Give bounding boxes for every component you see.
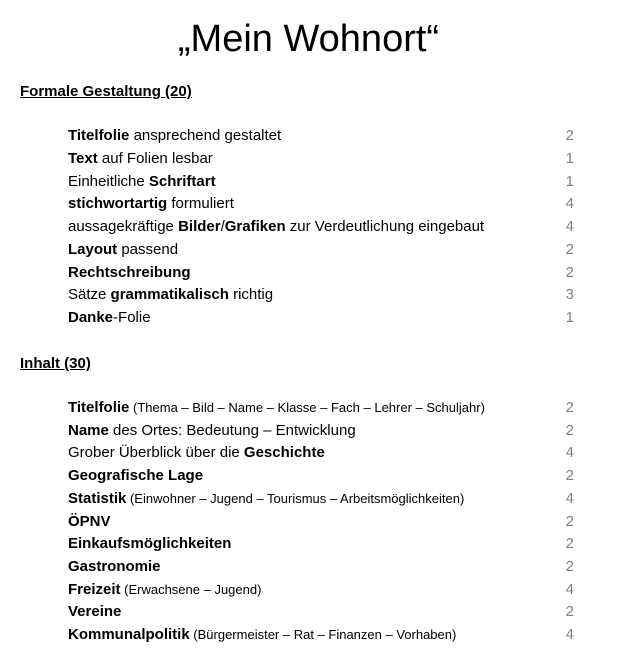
criteria-row	[68, 624, 588, 646]
criteria-row	[68, 193, 588, 215]
criteria-label	[68, 556, 161, 578]
criteria-label	[68, 125, 281, 147]
criteria-points: 2	[565, 240, 574, 258]
criteria-label	[68, 193, 234, 215]
criteria-text: (Bürgermeister – Rat – Finanzen – Vorhaben)	[189, 627, 457, 642]
criteria-label	[68, 262, 191, 284]
criteria-points: 4	[565, 195, 574, 213]
criteria-row	[68, 307, 588, 329]
criteria-text: des Ortes: Bedeutung – Entwicklung	[108, 421, 356, 439]
criteria-row	[68, 488, 588, 510]
criteria-label	[68, 442, 325, 464]
page-title: „Mein Wohnort“	[177, 18, 440, 60]
criteria-points: 1	[565, 149, 574, 167]
criteria-keyword: Titelfolie	[68, 399, 130, 416]
criteria-points: 2	[565, 421, 574, 439]
criteria-keyword: Grafiken	[224, 218, 286, 235]
criteria-text: Einheitliche	[68, 172, 149, 190]
criteria-keyword: ÖPNV	[68, 512, 111, 530]
criteria-text: ansprechend gestaltet	[129, 127, 282, 144]
criteria-points: 2	[565, 263, 574, 281]
criteria-keyword: Rechtschreibung	[68, 263, 191, 281]
criteria-label	[68, 488, 464, 510]
criteria-row	[68, 125, 588, 147]
criteria-label	[68, 216, 484, 238]
criteria-points: 1	[565, 172, 574, 190]
criteria-label	[68, 420, 356, 442]
criteria-row	[68, 397, 588, 419]
criteria-keyword: grammatikalisch	[110, 286, 229, 304]
criteria-points: 3	[565, 286, 574, 304]
criteria-row	[68, 262, 588, 284]
section-heading-inhalt: Inhalt (30)	[20, 355, 91, 372]
criteria-row	[68, 216, 588, 238]
criteria-keyword: Schriftart	[148, 172, 216, 190]
criteria-keyword: Text	[68, 149, 98, 167]
criteria-text: passend	[117, 240, 179, 258]
criteria-row	[68, 465, 588, 487]
criteria-keyword: Geschichte	[243, 444, 325, 462]
criteria-keyword: Freizeit	[68, 580, 121, 598]
criteria-keyword: Gastronomie	[68, 557, 161, 575]
criteria-text: (Thema – Bild – Name – Klasse – Fach – Lehrer – Schuljahr)	[129, 400, 485, 415]
criteria-keyword: Danke	[68, 309, 114, 326]
criteria-text: -Folie	[113, 309, 151, 326]
criteria-label	[68, 601, 121, 623]
criteria-text: (Erwachsene – Jugend)	[120, 581, 262, 597]
criteria-points: 4	[565, 580, 574, 598]
criteria-row	[68, 239, 588, 261]
criteria-row	[68, 284, 588, 306]
criteria-label	[68, 148, 213, 170]
criteria-text: formuliert	[167, 195, 234, 213]
criteria-text: /	[220, 218, 225, 235]
criteria-keyword: Vereine	[68, 603, 122, 621]
criteria-keyword: Kommunalpolitik	[68, 626, 190, 643]
criteria-points: 2	[565, 512, 574, 530]
criteria-label	[68, 284, 273, 306]
criteria-row	[68, 579, 588, 601]
criteria-keyword: Layout	[68, 240, 118, 258]
criteria-row	[68, 556, 588, 578]
criteria-keyword: Name	[68, 421, 109, 439]
criteria-row	[68, 148, 588, 170]
criteria-text: Sätze	[68, 286, 111, 304]
criteria-label	[68, 533, 231, 555]
criteria-text: aussagekräftige	[68, 218, 179, 235]
criteria-points: 2	[565, 603, 574, 621]
criteria-text: zur Verdeutlichung eingebaut	[285, 218, 485, 235]
criteria-row	[68, 442, 588, 464]
criteria-text: (Einwohner – Jugend – Tourismus – Arbeitsmöglichkeiten)	[126, 490, 465, 506]
criteria-text: auf Folien lesbar	[97, 149, 213, 167]
criteria-label	[68, 171, 216, 193]
criteria-text: Grober Überblick über die	[68, 444, 244, 462]
criteria-points: 2	[565, 127, 574, 144]
criteria-points: 2	[565, 467, 574, 485]
criteria-keyword: stichwortartig	[68, 195, 168, 213]
criteria-label	[68, 511, 111, 533]
criteria-label	[68, 465, 203, 487]
criteria-keyword: Statistik	[68, 489, 127, 507]
criteria-row	[68, 420, 588, 442]
criteria-keyword: Titelfolie	[68, 127, 130, 144]
criteria-row	[68, 601, 588, 623]
criteria-keyword: Einkaufsmöglichkeiten	[68, 535, 232, 553]
criteria-points: 4	[565, 444, 574, 462]
criteria-points: 4	[565, 218, 574, 235]
criteria-text: richtig	[228, 286, 274, 304]
criteria-keyword: Bilder	[178, 218, 221, 235]
criteria-label	[68, 579, 261, 601]
criteria-label	[68, 624, 456, 646]
criteria-points: 2	[565, 535, 574, 553]
criteria-points: 4	[565, 489, 574, 507]
criteria-row	[68, 171, 588, 193]
criteria-points: 4	[565, 626, 574, 643]
section-heading-formale-gestaltung: Formale Gestaltung (20)	[20, 83, 192, 100]
criteria-row	[68, 533, 588, 555]
criteria-label	[68, 239, 178, 261]
criteria-label	[68, 307, 151, 329]
criteria-label	[68, 397, 485, 419]
criteria-points: 2	[565, 557, 574, 575]
criteria-row	[68, 511, 588, 533]
criteria-points: 1	[565, 309, 574, 326]
criteria-keyword: Geografische Lage	[68, 467, 204, 485]
criteria-points: 2	[565, 399, 574, 416]
